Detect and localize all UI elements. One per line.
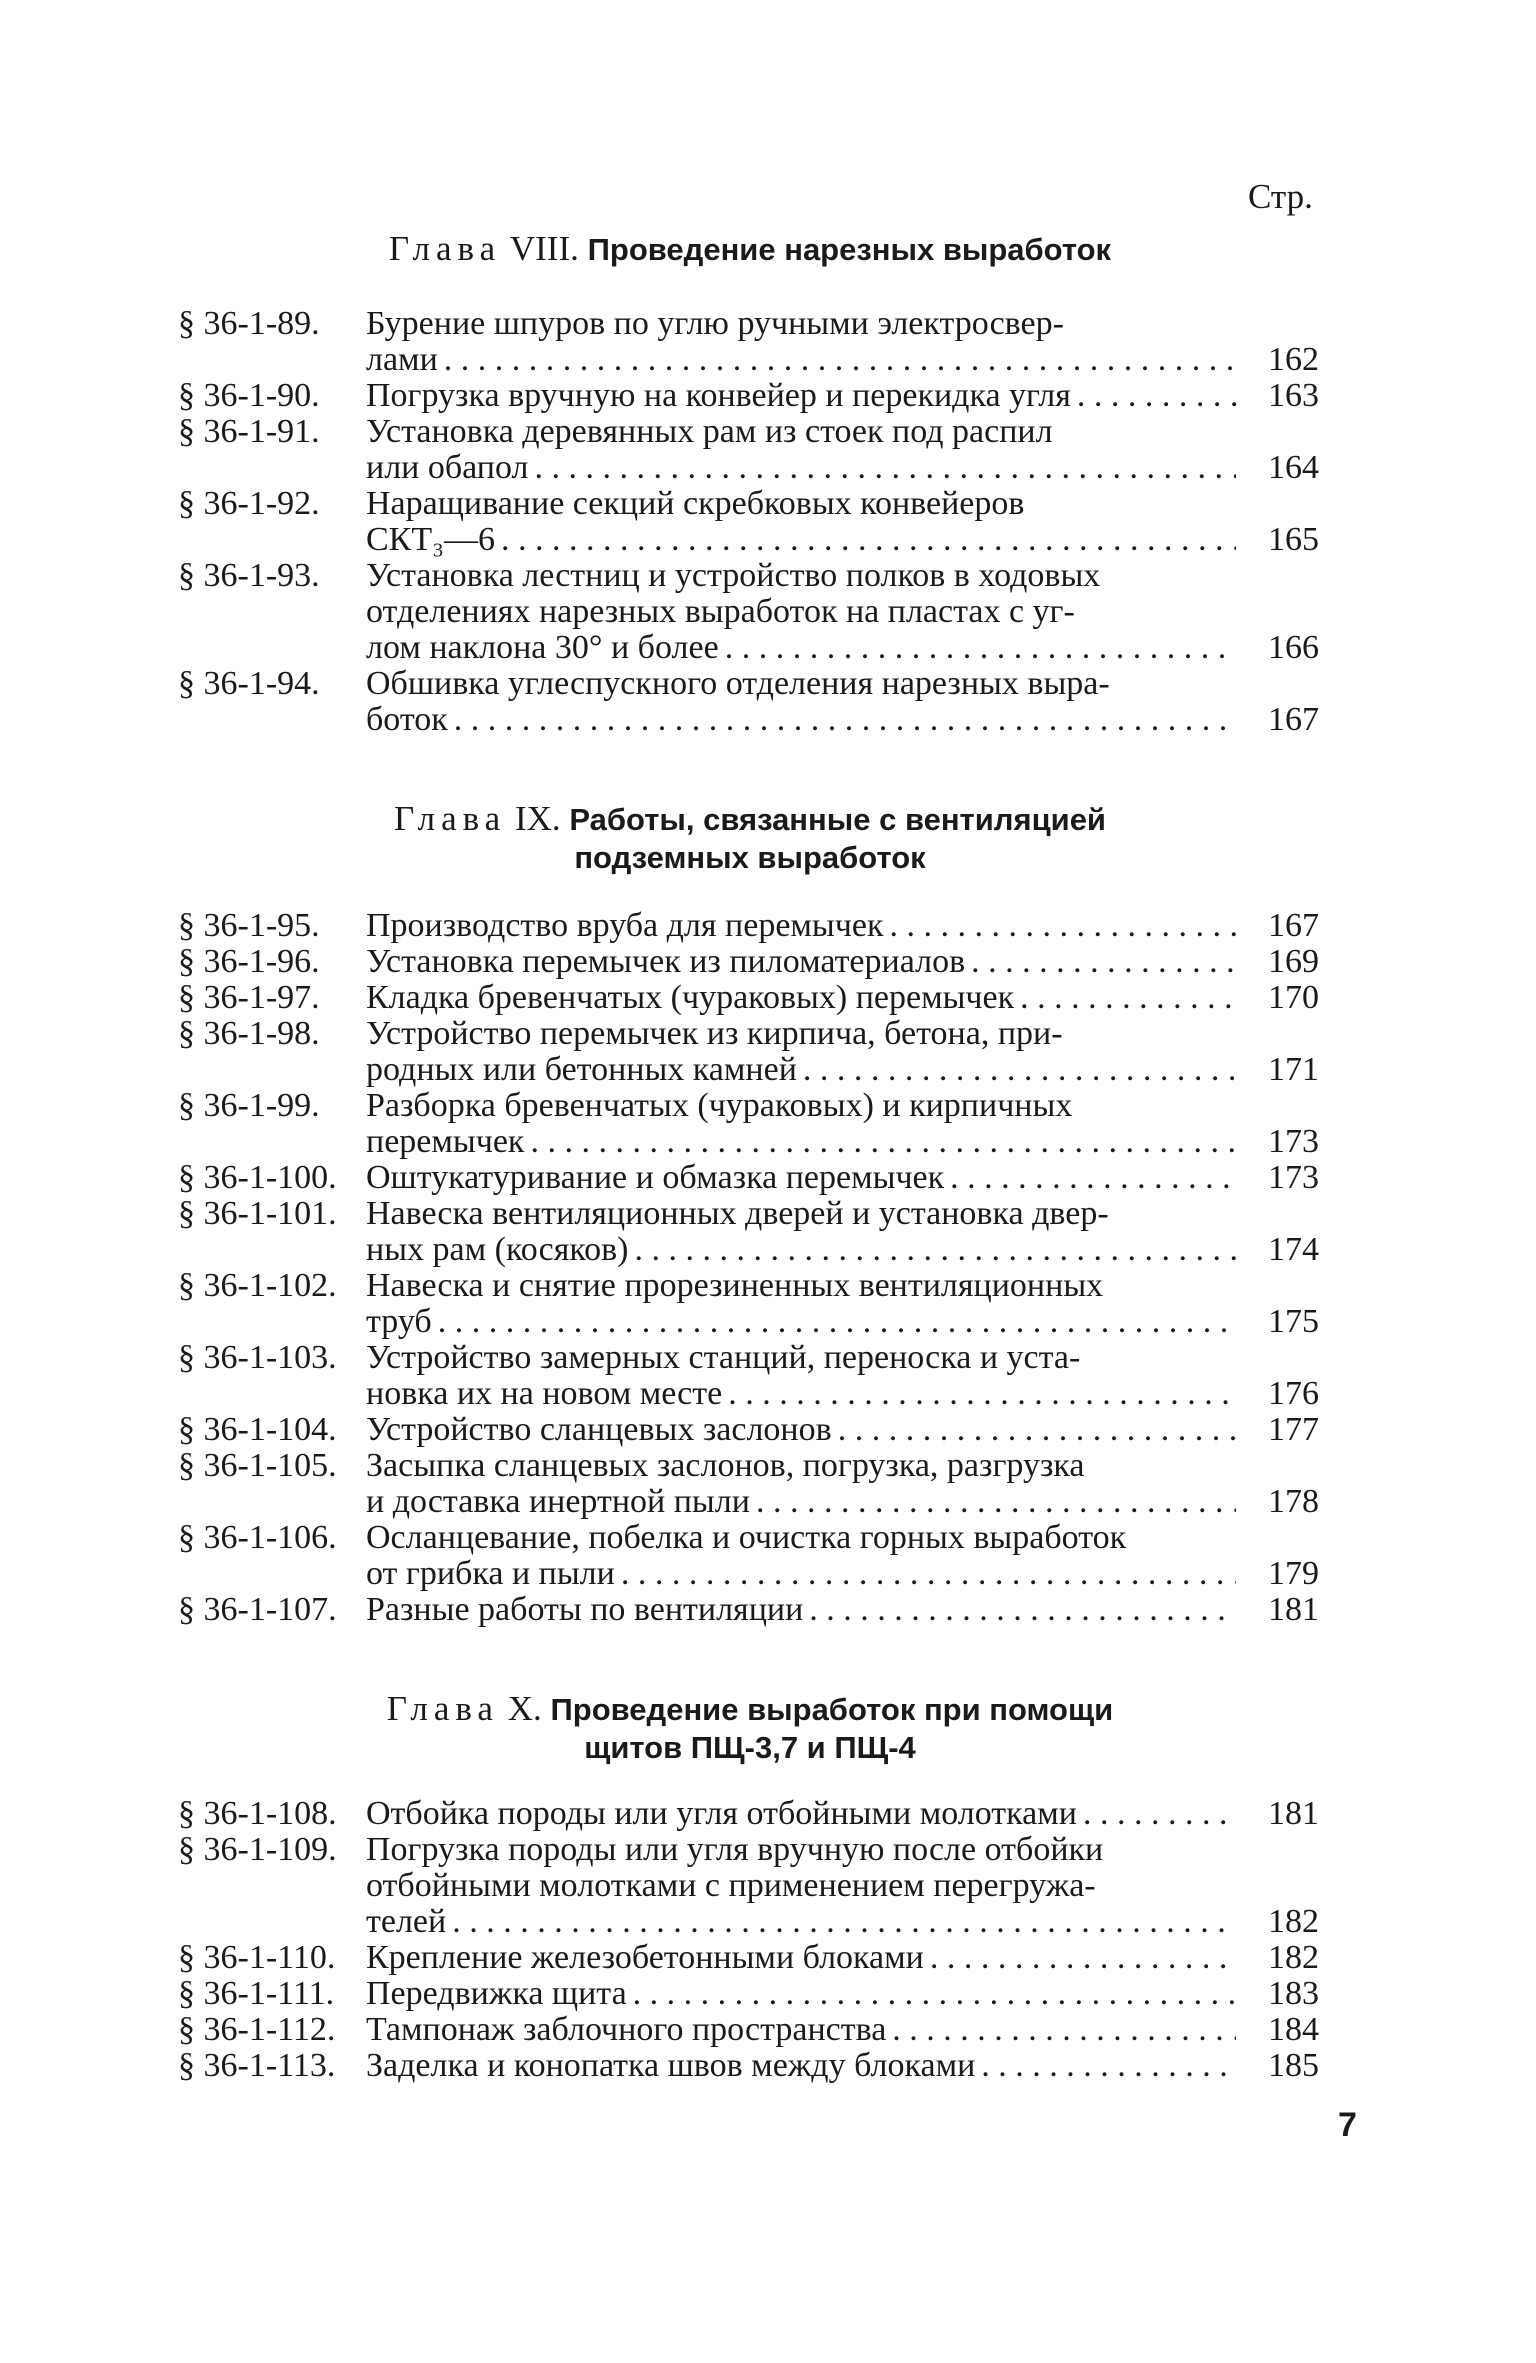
- chapter-number: X.: [507, 1689, 542, 1728]
- section-title: [366, 1088, 1236, 1160]
- section-title-line: Устройство сланцевых заслонов: [366, 1411, 832, 1448]
- page-reference: 177: [1268, 1411, 1319, 1448]
- section-title-line: родных или бетонных камней: [366, 1051, 797, 1088]
- section-title: [366, 1520, 1236, 1592]
- page-reference: 173: [1268, 1159, 1319, 1196]
- section-title: [366, 558, 1236, 666]
- page-reference: 182: [1268, 1939, 1319, 1976]
- chapter-heading: [180, 800, 1320, 877]
- section-title-line: Погрузка породы или угля вручную после отбойки: [366, 1831, 1104, 1868]
- section-code: § 36-1-111.: [178, 1975, 335, 2012]
- dot-leader: [797, 1052, 1236, 1088]
- dot-leader: [529, 450, 1236, 486]
- section-title-line: Разные работы по вентиляции: [366, 1591, 804, 1628]
- dot-leader: [1014, 980, 1236, 1016]
- section-title: [366, 414, 1236, 486]
- section-title-line: Осланцевание, побелка и очистка горных выработок: [366, 1519, 1127, 1556]
- chapter-heading: [180, 1690, 1320, 1767]
- section-title-line: Отбойка породы или угля отбойными молотками: [366, 1795, 1077, 1832]
- chapter-heading: [180, 230, 1320, 269]
- section-title: [366, 980, 1236, 1016]
- section-code: § 36-1-91.: [178, 413, 320, 450]
- section-title-line: Кладка бревенчатых (чураковых) перемычек: [366, 979, 1015, 1016]
- section-title-line: и доставка инертной пыли: [366, 1483, 750, 1520]
- section-title-line: Навеска вентиляционных дверей и установка двер-: [366, 1195, 1109, 1232]
- section-title-line: отделениях нарезных выработок на пластах с уг-: [366, 593, 1075, 630]
- section-title: [366, 1196, 1236, 1268]
- section-code: § 36-1-106.: [178, 1519, 337, 1556]
- section-code: § 36-1-100.: [178, 1159, 337, 1196]
- section-title: [366, 378, 1236, 414]
- section-code: § 36-1-97.: [178, 979, 320, 1016]
- section-title-line: труб: [366, 1303, 432, 1340]
- page-reference: 166: [1268, 629, 1319, 666]
- chapter-word: Глава: [386, 1689, 499, 1728]
- section-code: § 36-1-107.: [178, 1591, 337, 1628]
- page-reference: 178: [1268, 1483, 1319, 1520]
- chapter-title-continued: подземных выработок: [574, 840, 926, 875]
- section-code: § 36-1-93.: [178, 557, 320, 594]
- section-title: [366, 2012, 1236, 2048]
- section-code: § 36-1-109.: [178, 1831, 337, 1868]
- chapter-title: Проведение выработок при помощи: [550, 1692, 1114, 1727]
- section-code: § 36-1-96.: [178, 943, 320, 980]
- chapter-word: Глава: [388, 229, 502, 268]
- section-title-line: Наращивание секций скребковых конвейеров: [366, 485, 1025, 522]
- section-title-line: отбойными молотками с применением перегружа-: [366, 1867, 1096, 1904]
- section-title-line: телей: [366, 1903, 447, 1940]
- dot-leader: [448, 702, 1236, 738]
- section-title: [366, 1592, 1236, 1628]
- section-code: § 36-1-112.: [178, 2011, 336, 2048]
- section-title-line: Крепление железобетонными блоками: [366, 1939, 924, 1976]
- page-reference: 179: [1268, 1555, 1319, 1592]
- section-code: § 36-1-108.: [178, 1795, 337, 1832]
- section-code: § 36-1-98.: [178, 1015, 320, 1052]
- dot-leader: [719, 630, 1236, 666]
- section-title-line: Установка лестниц и устройство полков в ходовых: [366, 557, 1101, 594]
- section-title-line: ных рам (косяков): [366, 1231, 629, 1268]
- section-title-line: Устройство перемычек из кирпича, бетона, при-: [366, 1015, 1063, 1052]
- section-code: § 36-1-113.: [178, 2047, 336, 2084]
- section-code: § 36-1-90.: [178, 377, 320, 414]
- dot-leader: [446, 1904, 1236, 1940]
- dot-leader: [627, 1976, 1236, 2012]
- section-title-line: СКТ₃—6: [366, 521, 495, 558]
- section-title: [366, 1976, 1236, 2012]
- section-title: [366, 2048, 1236, 2084]
- section-title: [366, 1796, 1236, 1832]
- section-title: [366, 1268, 1236, 1340]
- dot-leader: [886, 2012, 1236, 2048]
- page-reference: 167: [1268, 907, 1319, 944]
- dot-leader: [1071, 378, 1236, 414]
- section-code: § 36-1-103.: [178, 1339, 337, 1376]
- chapter-title: Работы, связанные с вентиляцией: [569, 802, 1106, 837]
- section-title: [366, 1832, 1236, 1940]
- dot-leader: [1077, 1796, 1236, 1832]
- section-title: [366, 1448, 1236, 1520]
- section-code: § 36-1-94.: [178, 665, 320, 702]
- section-code: § 36-1-102.: [178, 1267, 337, 1304]
- section-title-line: Устройство замерных станций, переноска и уста-: [366, 1339, 1081, 1376]
- section-title-line: Установка перемычек из пиломатериалов: [366, 943, 966, 980]
- page-reference: 174: [1268, 1231, 1319, 1268]
- page-reference: 163: [1268, 377, 1319, 414]
- chapter-number: VIII.: [509, 229, 579, 268]
- section-title: [366, 1412, 1236, 1448]
- section-title-line: Производство вруба для перемычек: [366, 907, 884, 944]
- section-title-line: или обапол: [366, 449, 529, 486]
- chapter-word: Глава: [394, 799, 507, 838]
- dot-leader: [495, 522, 1236, 558]
- section-code: § 36-1-92.: [178, 485, 320, 522]
- section-title-line: Оштукатуривание и обмазка перемычек: [366, 1159, 945, 1196]
- page-reference: 175: [1268, 1303, 1319, 1340]
- dot-leader: [722, 1376, 1236, 1412]
- page-reference: 164: [1268, 449, 1319, 486]
- page-reference: 169: [1268, 943, 1319, 980]
- section-title: [366, 1940, 1236, 1976]
- page-reference: 167: [1268, 701, 1319, 738]
- page-reference: 170: [1268, 979, 1319, 1016]
- section-title-line: Передвижка щита: [366, 1975, 627, 2012]
- page-reference: 183: [1268, 1975, 1319, 2012]
- section-title: [366, 486, 1236, 558]
- page-reference: 181: [1268, 1591, 1319, 1628]
- dot-leader: [924, 1940, 1236, 1976]
- section-title-line: Установка деревянных рам из стоек под распил: [366, 413, 1053, 450]
- section-title: [366, 944, 1236, 980]
- dot-leader: [524, 1124, 1236, 1160]
- section-title-line: Обшивка углеспускного отделения нарезных выра-: [366, 665, 1110, 702]
- section-title-line: боток: [366, 701, 448, 738]
- section-title-line: Навеска и снятие прорезиненных вентиляционных: [366, 1267, 1104, 1304]
- section-title: [366, 1160, 1236, 1196]
- section-code: § 36-1-110.: [178, 1939, 336, 1976]
- dot-leader: [438, 342, 1236, 378]
- page-reference: 171: [1268, 1051, 1319, 1088]
- section-title-line: Погрузка вручную на конвейер и перекидка угля: [366, 377, 1071, 414]
- dot-leader: [832, 1412, 1236, 1448]
- dot-leader: [750, 1484, 1236, 1520]
- page-reference: 176: [1268, 1375, 1319, 1412]
- section-title-line: Тампонаж заблочного пространства: [366, 2011, 887, 2048]
- section-code: § 36-1-101.: [178, 1195, 337, 1232]
- dot-leader: [944, 1160, 1236, 1196]
- section-title-line: новка их на новом месте: [366, 1375, 723, 1412]
- section-code: § 36-1-95.: [178, 907, 320, 944]
- page-reference: 184: [1268, 2011, 1319, 2048]
- dot-leader: [803, 1592, 1236, 1628]
- section-title: [366, 306, 1236, 378]
- page-reference: 173: [1268, 1123, 1319, 1160]
- page-reference: 162: [1268, 341, 1319, 378]
- section-title: [366, 666, 1236, 738]
- section-code: § 36-1-89.: [178, 305, 320, 342]
- section-title-line: от грибка и пыли: [366, 1555, 615, 1592]
- dot-leader: [432, 1304, 1236, 1340]
- section-code: § 36-1-105.: [178, 1447, 337, 1484]
- dot-leader: [629, 1232, 1236, 1268]
- page-reference: 165: [1268, 521, 1319, 558]
- page-number: 7: [1338, 2106, 1357, 2144]
- page-reference: 185: [1268, 2047, 1319, 2084]
- page-column-label: Стр.: [1248, 177, 1313, 216]
- page-reference: 182: [1268, 1903, 1319, 1940]
- section-title-line: лом наклона 30° и более: [366, 629, 719, 666]
- section-title-line: Бурение шпуров по углю ручными электросвер-: [366, 305, 1064, 342]
- chapter-title: Проведение нарезных выработок: [587, 232, 1112, 267]
- chapter-title-continued: щитов ПЩ-3,7 и ПЩ-4: [584, 1730, 916, 1765]
- section-title-line: лами: [366, 341, 438, 378]
- page-reference: 181: [1268, 1795, 1319, 1832]
- section-title: [366, 1016, 1236, 1088]
- dot-leader: [615, 1556, 1236, 1592]
- dot-leader: [975, 2048, 1236, 2084]
- chapter-number: IX.: [514, 799, 561, 838]
- section-title-line: Заделка и конопатка швов между блоками: [366, 2047, 976, 2084]
- dot-leader: [965, 944, 1236, 980]
- section-title-line: Засыпка сланцевых заслонов, погрузка, разгрузка: [366, 1447, 1085, 1484]
- section-title: [366, 1340, 1236, 1412]
- section-code: § 36-1-99.: [178, 1087, 320, 1124]
- section-title-line: перемычек: [366, 1123, 525, 1160]
- section-title: [366, 908, 1236, 944]
- section-title-line: Разборка бревенчатых (чураковых) и кирпичных: [366, 1087, 1073, 1124]
- dot-leader: [884, 908, 1237, 944]
- section-code: § 36-1-104.: [178, 1411, 337, 1448]
